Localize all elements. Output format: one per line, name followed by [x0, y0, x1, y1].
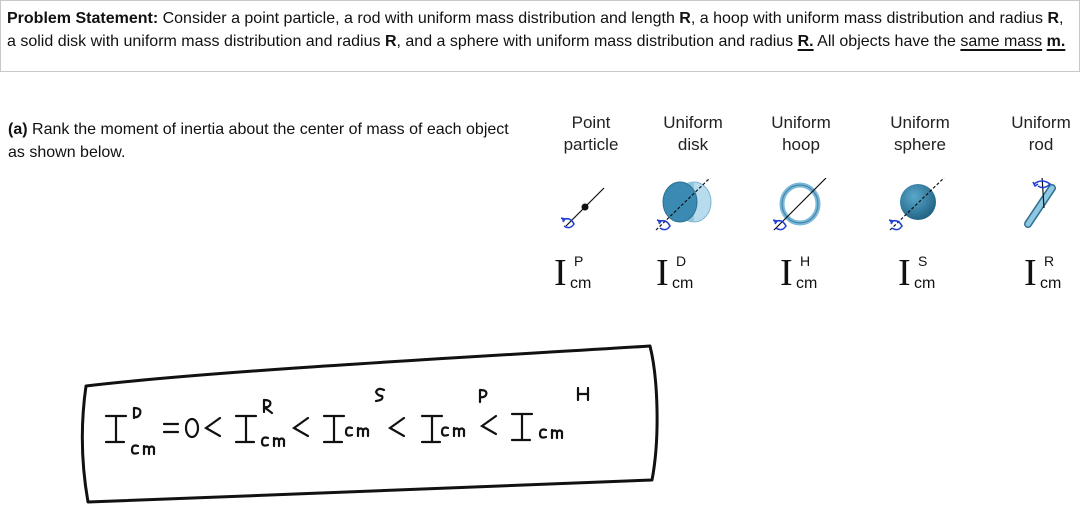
- inertia-uniform-disk: I D cm: [656, 252, 694, 294]
- problem-R-3: R: [384, 33, 397, 50]
- part-a-text: Rank the moment of inertia about the center of mass of each object as shown below.: [8, 121, 509, 161]
- point-particle-icon: [552, 178, 632, 248]
- label-uniform-hoop: Uniform hoop: [771, 113, 831, 154]
- label-uniform-disk: Uniform disk: [663, 113, 723, 154]
- problem-label: Problem Statement:: [7, 10, 159, 27]
- uniform-hoop-icon: [764, 178, 844, 248]
- problem-same-mass: same mass: [960, 33, 1043, 50]
- uniform-rod-icon: [1004, 178, 1084, 248]
- inertia-uniform-sphere: I S cm: [898, 252, 936, 294]
- problem-R-2: R: [1047, 10, 1060, 27]
- handwritten-answer: [72, 338, 672, 508]
- problem-statement: [0, 0, 1080, 72]
- part-a-label: (a): [8, 121, 28, 138]
- inertia-uniform-rod: I R cm: [1024, 252, 1062, 294]
- problem-text-5: All objects have the: [813, 33, 961, 50]
- problem-text-4: , and a sphere with uniform mass distribution and radius: [396, 33, 798, 50]
- part-a-question: [8, 118, 528, 164]
- problem-m: m.: [1046, 33, 1066, 50]
- problem-R-1: R: [679, 10, 691, 27]
- label-uniform-rod: Uniform rod: [1011, 113, 1071, 154]
- label-point-particle: Point particle: [563, 113, 619, 154]
- inertia-point-particle: I P cm: [554, 252, 592, 294]
- uniform-disk-icon: [652, 178, 732, 248]
- problem-R-4: R.: [797, 33, 814, 50]
- inertia-uniform-hoop: I H cm: [780, 252, 818, 294]
- problem-text-3: , a solid disk with uniform mass distribution and radius: [7, 10, 1064, 50]
- problem-text-1: Consider a point particle, a rod with uniform mass distribution and length: [158, 10, 680, 27]
- uniform-sphere-icon: [880, 178, 960, 248]
- problem-text-2: , a hoop with uniform mass distribution and radius: [690, 10, 1048, 27]
- label-uniform-sphere: Uniform sphere: [890, 113, 950, 154]
